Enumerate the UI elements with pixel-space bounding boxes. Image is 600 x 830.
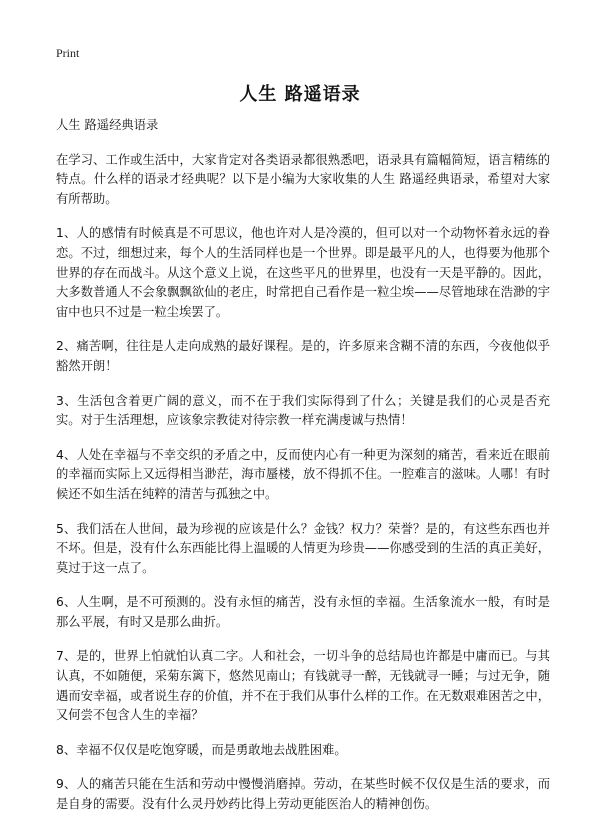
quote-paragraph-2: 2、痛苦啊，往往是人走向成熟的最好课程。是的，许多原来含糊不清的东西，今夜他似乎豁然开朗！	[56, 339, 550, 373]
quote-paragraph-6: 6、人生啊，是不可预测的。没有永恒的痛苦，没有永恒的幸福。生活象流水一般，有时是那么平展，有时又是那么曲折。	[56, 595, 550, 629]
page-title: 人生 路遥语录	[239, 84, 361, 105]
quote-paragraph-3: 3、生活包含着更广阔的意义，而不在于我们实际得到了什么；关键是我们的心灵是否充实。对于生活理想，应该象宗教徒对待宗教一样充满虔诚与热情！	[56, 393, 550, 428]
quote-paragraph-8: 8、幸福不仅仅是吃饱穿暖，而是勇敢地去战胜困难。	[56, 742, 347, 757]
quote-paragraph-4: 4、人处在幸福与不幸交织的矛盾之中，反而使内心有一种更为深刻的痛苦，看来近在眼前的幸福而实际上又远得相当渺茫，海市蜃楼，放不得抓不住。一腔难言的滋味。人哪！有时候还不如生活在纯粹的清苦与孤独之中。	[56, 447, 550, 501]
print-link[interactable]: Print	[56, 46, 80, 60]
article-subtitle: 人生 路遥经典语录	[56, 118, 159, 132]
intro-paragraph: 在学习、工作或生活中，大家肯定对各类语录都很熟悉吧，语录具有篇幅简短，语言精练的特点。什么样的语录才经典呢？以下是小编为大家收集的人生 路遥经典语录，希望对大家有所帮助。	[56, 152, 550, 206]
quote-paragraph-1: 1、人的感情有时候真是不可思议，他也许对人是冷漠的，但可以对一个动物怀着永远的眷恋。不过，细想过来，每个人的生活同样也是一个世界。即是最平凡的人，也得要为他那个世界的存在而战斗。从这个意义上说，在这些平凡的世界里，也没有一天是平静的。因此，大多数普通人不会象飘飘欲仙的老庄，时常把自己看作是一粒尘埃——尽管地球在浩渺的宇宙中也只不过是一粒尘埃罢了。	[56, 226, 550, 319]
quote-paragraph-5: 5、我们活在人世间，最为珍视的应该是什么？金钱？权力？荣誉？是的，有这些东西也并不坏。但是，没有什么东西能比得上温暖的人情更为珍贵——你感受到的生活的真正美好，莫过于这一点了。	[56, 521, 550, 575]
article-body	[56, 116, 550, 830]
quote-paragraph-7: 7、是的，世界上怕就怕认真二字。人和社会，一切斗争的总结局也许都是中庸而已。与其认真，不如随便，采菊东篱下，悠然见南山；有钱就寻一醉，无钱就寻一睡；与过无争，随遇而安幸福，或者说生存的价值，并不在于我们从事什么样的工作。在无数艰难困苦之中，又何尝不包含人生的幸福？	[56, 649, 550, 723]
quote-paragraph-9: 9、人的痛苦只能在生活和劳动中慢慢消磨掉。劳动，在某些时候不仅仅是生活的要求，而是自身的需要。没有什么灵丹妙药比得上劳动更能医治人的精神创伤。	[56, 777, 550, 812]
